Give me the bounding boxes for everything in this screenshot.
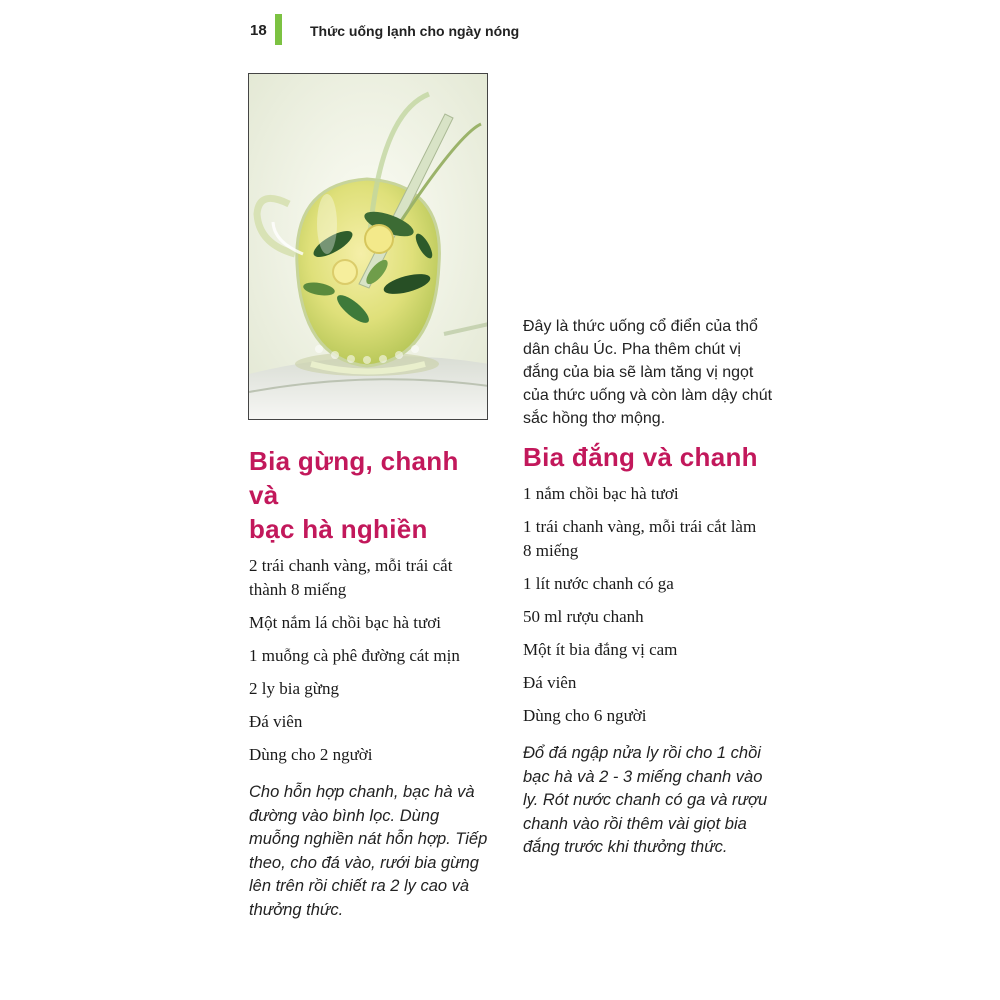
drink-photo-icon: [249, 74, 488, 420]
servings: Dùng cho 6 người: [523, 706, 647, 725]
method-paragraph: Đổ đá ngập nửa ly rồi cho 1 chồi bạc hà và 2 - 3 miếng chanh vào ly. Rót nước chanh có ga và rượu chanh vào rồi thêm vài giọt bia đắng trước khi thưởng thức.: [523, 744, 768, 856]
ingredient-item: 1 lít nước chanh có ga: [523, 574, 674, 593]
ingredients-list: [249, 554, 494, 767]
recipe-title: [249, 444, 494, 546]
ingredient-item: 50 ml rượu chanh: [523, 607, 644, 626]
ingredient-item: 2 trái chanh vàng, mỗi trái cắt thành 8 miếng: [249, 556, 453, 599]
page-number: 18: [250, 22, 267, 39]
recipe-title-line-2: bạc hà nghiền: [249, 514, 428, 544]
ingredient-item: Một ít bia đắng vị cam: [523, 640, 678, 659]
intro-paragraph: Đây là thức uống cổ điển của thổ dân châu Úc. Pha thêm chút vị đắng của bia sẽ làm tăng vị ngọt của thức uống và còn làm dậy chút sắc hồng thơ mộng.: [523, 318, 773, 427]
drink-photo: [248, 73, 488, 420]
ingredient-item: 1 muỗng cà phê đường cát mịn: [249, 646, 460, 665]
servings: Dùng cho 2 người: [249, 745, 373, 764]
ingredient-item: Đá viên: [523, 673, 577, 692]
recipe-bitters-lemon: [523, 440, 768, 860]
ingredients-list: [523, 482, 768, 728]
method-paragraph: Cho hỗn hợp chanh, bạc hà và đường vào bình lọc. Dùng muỗng nghiền nát hỗn hợp. Tiếp theo, cho đá vào, rưới bia gừng lên trên rồi chiết ra 2 ly cao và thưởng thức.: [249, 783, 488, 919]
recipe-title: Bia đắng và chanh: [523, 442, 758, 472]
running-title: Thức uống lạnh cho ngày nóng: [310, 23, 520, 39]
ingredient-item: 1 trái chanh vàng, mỗi trái cắt làm 8 miếng: [523, 517, 757, 560]
recipe-ginger-beer: [249, 444, 494, 922]
ingredient-item: Đá viên: [249, 712, 303, 731]
header-accent-bar: [275, 14, 282, 45]
ingredient-item: Một nắm lá chồi bạc hà tươi: [249, 613, 441, 632]
recipe-title-line-1: Bia gừng, chanh và: [249, 446, 459, 510]
ingredient-item: 2 ly bia gừng: [249, 679, 339, 698]
ingredient-item: 1 nắm chồi bạc hà tươi: [523, 484, 679, 503]
